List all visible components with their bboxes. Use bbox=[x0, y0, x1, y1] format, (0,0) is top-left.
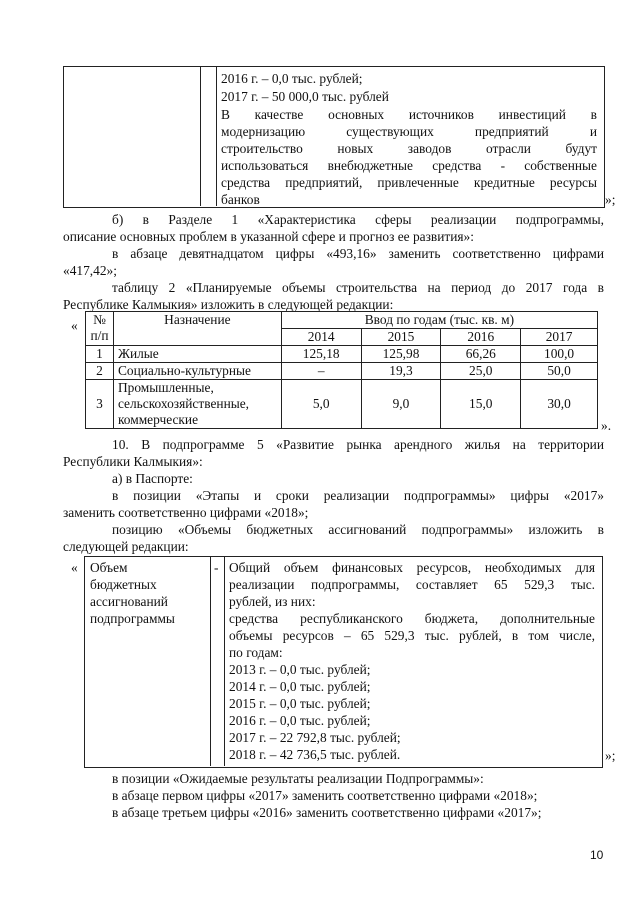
table2-row1-v3: 100,0 bbox=[521, 346, 598, 363]
para1-line-2: описание основных проблем в указанной сфере и прогноз ее развития»: bbox=[63, 229, 474, 244]
para2-line-1: 10. В подпрограмме 5 «Развитие рынка арендного жилья на территории bbox=[112, 437, 604, 452]
table2-row3-num: 3 bbox=[86, 380, 114, 429]
para3-line-2: в абзаце первом цифры «2017» заменить соответственно цифрами «2018»; bbox=[112, 788, 538, 803]
table3-left-1: бюджетных bbox=[90, 577, 157, 592]
table3-right-4: объемы ресурсов – 65 529,3 тыс. рублей, в том числе, bbox=[229, 628, 595, 643]
table3-left-2: ассигнований bbox=[90, 594, 168, 609]
table2-row2-name: Социально-культурные bbox=[113, 363, 281, 380]
table2-open-quote: « bbox=[71, 318, 78, 333]
table3-divider-2 bbox=[224, 556, 225, 766]
table3-right-11: 2018 г. – 42 736,5 тыс. рублей. bbox=[229, 747, 401, 762]
table3-right-9: 2016 г. – 0,0 тыс. рублей; bbox=[229, 713, 371, 728]
table3-right-7: 2014 г. – 0,0 тыс. рублей; bbox=[229, 679, 371, 694]
top-line-3: модернизацию существующих предприятий и bbox=[221, 124, 597, 139]
table3-right-1: реализации подпрограммы, составляет 65 529,3 тыс. bbox=[229, 577, 595, 592]
table3-right-5: по годам: bbox=[229, 645, 283, 660]
table3-close-quote: »; bbox=[605, 748, 616, 763]
table2-year-2016: 2016 bbox=[441, 329, 521, 346]
table2-row1-v0: 125,18 bbox=[281, 346, 361, 363]
table-row bbox=[86, 380, 598, 429]
top-closing-quote: »; bbox=[605, 192, 616, 207]
table3-left-0: Объем bbox=[90, 560, 128, 575]
para2-line-3: а) в Паспорте: bbox=[112, 471, 193, 486]
top-line-0: 2016 г. – 0,0 тыс. рублей; bbox=[221, 71, 363, 86]
table3-left-3: подпрограммы bbox=[90, 611, 175, 626]
para1-line-6: Республике Калмыкия» изложить в следующей редакции: bbox=[63, 297, 394, 312]
table2-row2-v0: – bbox=[281, 363, 361, 380]
table2-row1-name: Жилые bbox=[113, 346, 281, 363]
table2-row3-v3: 30,0 bbox=[521, 380, 598, 429]
top-table-divider-2 bbox=[216, 66, 217, 206]
top-line-7: банков bbox=[221, 192, 260, 207]
table2-year-2015: 2015 bbox=[361, 329, 441, 346]
table2-row3-name: Промышленные, сельскохозяйственные, коммерческие bbox=[113, 380, 281, 429]
para1-line-3: в абзаце девятнадцатом цифры «493,16» заменить соответственно цифрами bbox=[112, 246, 604, 261]
table2-row3-v2: 15,0 bbox=[441, 380, 521, 429]
para1-line-1: б) в Разделе 1 «Характеристика сферы реализации подпрограммы, bbox=[112, 212, 604, 227]
para1-line-5: таблицу 2 «Планируемые объемы строительства на период до 2017 года в bbox=[112, 280, 604, 295]
table3-dash: - bbox=[214, 560, 219, 575]
table2-row1-v2: 66,26 bbox=[441, 346, 521, 363]
page-number: 10 bbox=[590, 848, 604, 862]
table3-right-3: средства республиканского бюджета, дополнительные bbox=[229, 611, 595, 626]
top-table-divider bbox=[200, 66, 201, 206]
para2-line-2: Республики Калмыкия»: bbox=[63, 454, 203, 469]
table2-row1-num: 1 bbox=[86, 346, 114, 363]
table2-header-name: Назначение bbox=[113, 312, 281, 346]
top-line-2: В качестве основных источников инвестиций в bbox=[221, 107, 597, 122]
para2-line-7: следующей редакции: bbox=[63, 539, 189, 554]
table2-row2-v3: 50,0 bbox=[521, 363, 598, 380]
para1-line-4: «417,42»; bbox=[63, 263, 117, 278]
table3-right-6: 2013 г. – 0,0 тыс. рублей; bbox=[229, 662, 371, 677]
table3-right-10: 2017 г. – 22 792,8 тыс. рублей; bbox=[229, 730, 401, 745]
para2-line-6: позицию «Объемы бюджетных ассигнований подпрограммы» изложить в bbox=[112, 522, 604, 537]
table2-row2-num: 2 bbox=[86, 363, 114, 380]
table3-right-8: 2015 г. – 0,0 тыс. рублей; bbox=[229, 696, 371, 711]
top-line-5: использоваться внебюджетные средства - собственные bbox=[221, 158, 597, 173]
table2-row2-v1: 19,3 bbox=[361, 363, 441, 380]
table2-row1-v1: 125,98 bbox=[361, 346, 441, 363]
table2-header-num: № п/п bbox=[86, 312, 114, 346]
para3-line-1: в позиции «Ожидаемые результаты реализации Подпрограммы»: bbox=[112, 771, 484, 786]
top-line-6: средства предприятий, привлеченные кредитные ресурсы bbox=[221, 175, 597, 190]
table2-row3-v0: 5,0 bbox=[281, 380, 361, 429]
table2-close-quote: ». bbox=[601, 418, 612, 433]
table2-year-2014: 2014 bbox=[281, 329, 361, 346]
table2-row2-v2: 25,0 bbox=[441, 363, 521, 380]
table2 bbox=[85, 311, 598, 429]
table2-year-2017: 2017 bbox=[521, 329, 598, 346]
table2-row3-v1: 9,0 bbox=[361, 380, 441, 429]
para2-line-5: заменить соответственно цифрами «2018»; bbox=[63, 505, 309, 520]
table-row bbox=[86, 363, 598, 380]
table3-right-0: Общий объем финансовых ресурсов, необходимых для bbox=[229, 560, 595, 575]
table-row bbox=[86, 346, 598, 363]
table2-header-group: Ввод по годам (тыс. кв. м) bbox=[281, 312, 597, 329]
top-line-1: 2017 г. – 50 000,0 тыс. рублей bbox=[221, 89, 389, 104]
table3-right-2: рублей, из них: bbox=[229, 594, 316, 609]
para3-line-3: в абзаце третьем цифры «2016» заменить соответственно цифрами «2017»; bbox=[112, 805, 542, 820]
para2-line-4: в позиции «Этапы и сроки реализации подпрограммы» цифры «2017» bbox=[112, 488, 604, 503]
top-line-4: строительство новых заводов отрасли будут bbox=[221, 141, 597, 156]
table3-divider bbox=[210, 556, 211, 766]
table3-open-quote: « bbox=[71, 560, 78, 575]
